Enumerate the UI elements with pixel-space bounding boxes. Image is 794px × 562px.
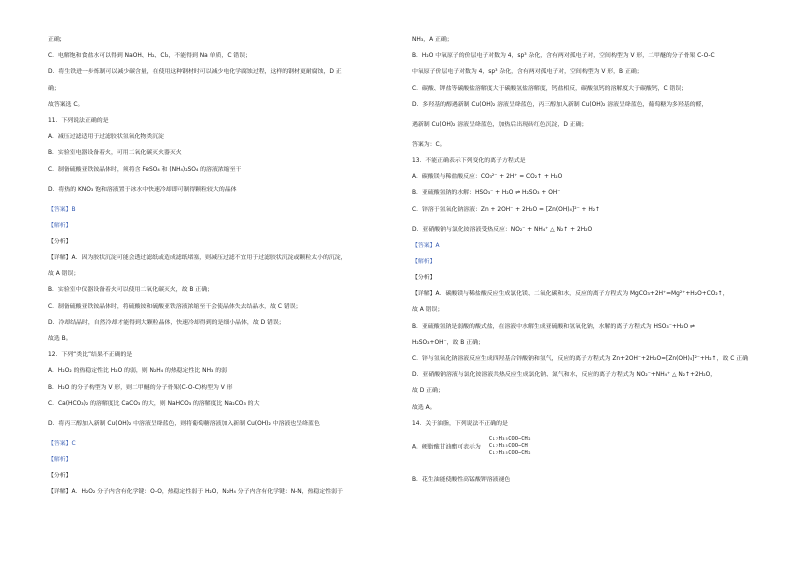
line-text: 【分析】	[48, 473, 72, 480]
left-text-line	[48, 166, 400, 176]
right-text-line	[412, 242, 764, 251]
left-text-line	[48, 440, 400, 449]
right-text-line	[412, 274, 764, 283]
left-text-line	[48, 335, 400, 344]
left-text-line	[48, 303, 400, 312]
left-text-line	[48, 133, 400, 142]
line-text: B．花生油能使酸性高锰酸钾溶液褪色	[412, 476, 511, 483]
right-text-line	[412, 404, 764, 413]
line-text: C．制备硫酸亚铁铵晶体时，将硫酸铵和硫酸亚铁溶液浓缩至干会使晶体失去结晶水，故 C 错误；	[48, 303, 302, 310]
left-text-line	[48, 254, 400, 263]
line-text: NH₃，A 正确；	[412, 37, 453, 43]
line-text: 13．不能正确表示下列变化的离子方程式是	[412, 157, 526, 164]
left-column	[48, 36, 400, 505]
line-text: 11．下列说法正确的是	[48, 117, 109, 124]
right-text-line	[412, 173, 764, 182]
line-text: B．H₂O 中氧原子的价层电子对数为 4，sp³ 杂化，含有两对孤电子对，空间构型为 V 形，二甲醚的分子骨架 C-O-C	[412, 53, 715, 60]
left-text-line	[48, 351, 400, 360]
left-text-line	[48, 400, 400, 410]
left-text-line	[48, 186, 400, 196]
line-text: C．电解饱和食盐水可以得到 NaOH、H₂、Cl₂，不能得到 Na 单质，C 错误；	[48, 53, 251, 60]
line-text: D．亚硝酸钠与氯化铵溶液受热反应：NO₂⁻ + NH₄⁺ △ N₂↑ + 2H₂O	[412, 226, 593, 233]
line-text: 中氧原子价层电子对数为 4，sp³ 杂化，含有两对孤电子对，空间构型为 V 形，B 正确；	[412, 69, 643, 76]
line-text: D．冷却结晶时，自然冷却才能得到大颗粒晶体，快速冷却得到的是细小晶体，故 D 错误；	[48, 319, 285, 326]
line-text: 故选 A。	[412, 404, 436, 411]
line-text: C．锌与氢氧化钠溶液反应生成四羟基合锌酸钠和氢气，反应的离子方程式为 Zn+2OH⁻+2H₂O=[Zn(OH)₄]²⁻+H₂↑，故 C 正确	[412, 356, 748, 362]
left-text-line	[48, 319, 400, 328]
left-text-line	[48, 367, 400, 376]
left-text-line	[48, 238, 400, 247]
line-text: 12．下列“类比”结果不正确的是	[48, 352, 133, 359]
left-text-line	[48, 420, 400, 430]
line-text: C．碳酸、钾盐等碳酸盐溶解度大于碳酸氢盐溶解度，钙盐相反，碳酸氢钙的溶解度大于碳酸钙，C 错误；	[412, 85, 688, 92]
left-text-line	[48, 36, 400, 45]
left-text-line	[48, 384, 400, 393]
line-text: 14．关于油脂，下列说法不正确的是	[412, 420, 508, 427]
right-text-line	[412, 323, 764, 332]
left-text-line	[48, 222, 400, 231]
line-text: C．制备硫酸亚铁铵晶体时，须将含 FeSO₄ 和 (NH₄)₂SO₄ 的溶液浓缩至干	[48, 166, 242, 173]
left-text-line	[48, 85, 400, 94]
line-text: 【解析】	[48, 456, 72, 463]
line-text: 【详解】A．碳酸镁与稀盐酸反应生成氯化镁、二氧化碳和水，反应的离子方程式为 MgCO₃+2H⁺=Mg²⁺+H₂O+CO₂↑，	[412, 291, 729, 298]
line-text: 故 A 错误；	[412, 307, 444, 314]
line-text: 【详解】A．H₂O₂ 分子内含有化学键：O-O，热稳定性弱于 H₂O，N₂H₄ 分子内含有化学键：N-N，热稳定性弱于	[48, 489, 343, 496]
right-text-line	[412, 85, 764, 94]
right-column	[412, 36, 764, 492]
line-text: 故选 B。	[48, 336, 72, 342]
right-text-line	[412, 476, 764, 485]
right-text-line	[412, 101, 764, 111]
right-text-line	[412, 157, 764, 166]
line-text: H₂SO₃+OH⁻，故 B 正确；	[412, 339, 484, 346]
right-text-line	[412, 339, 764, 348]
line-text: D．多羟基的醇遇新制 Cu(OH)₂ 溶液呈绛蓝色，丙三醇加入新制 Cu(OH)₂ 溶液呈绛蓝色，葡萄糖为多羟基的醛，	[412, 101, 708, 108]
line-text: 遇新制 Cu(OH)₂ 溶液呈绛蓝色，加热后出现砖红色沉淀，D 正确；	[412, 121, 588, 128]
line-text: 【答案】A	[412, 242, 440, 249]
line-text: 【解析】	[48, 222, 72, 229]
line-text: 故 A 错误；	[48, 271, 80, 278]
line-text: 【答案】C	[48, 440, 76, 447]
right-text-line	[412, 420, 764, 429]
line-text: A．碳酸镁与稀盐酸反应：CO₃²⁻ + 2H⁺ = CO₂↑ + H₂O	[412, 174, 563, 181]
right-text-line	[412, 290, 764, 299]
left-text-line	[48, 52, 400, 61]
line-text: 【答案】B	[48, 206, 76, 213]
line-text: B．亚硫酸氢钠的水解：HSO₃⁻ + H₂O ⇌ H₂SO₃ + OH⁻	[412, 190, 561, 197]
line-text: 【分析】	[48, 238, 72, 245]
left-text-line	[48, 270, 400, 279]
line-text: D．将热的 KNO₃ 饱和溶液置于冰水中快速冷却即可制得颗粒较大的晶体	[48, 186, 237, 193]
line-text: 【解析】	[412, 258, 436, 265]
right-text-line	[412, 206, 764, 216]
line-text: 【详解】A．因为胶状沉淀可能会透过滤纸或造成滤纸堵塞，则减压过滤不宜用于过滤胶状沉淀或颗粒太小的沉淀，	[48, 255, 347, 262]
left-text-line	[48, 488, 400, 497]
line-text: 确；	[48, 85, 60, 92]
line-text: 正确;	[48, 37, 62, 43]
left-text-line	[48, 101, 400, 110]
line-text: C．锌溶于氢氧化钠溶液：Zn + 2OH⁻ + 2H₂O = [Zn(OH)₄]²⁻ + H₂↑	[412, 206, 601, 213]
structural-formula: C₁₇H₃₅COO−CH₂ C₁₇H₃₅COO−CH C₁₇H₃₅COO−CH₂	[488, 435, 532, 457]
line-text: 故答案选 C。	[48, 101, 84, 108]
line-text: B．亚硫酸氢钠是弱酸的酸式盐，在溶液中水解生成亚硫酸和氢氧化钠，水解的离子方程式为 HSO₃⁻+H₂O ⇌	[412, 323, 695, 330]
line-text: D．将生铁进一步炼制可以减少碳含量，在使用这种钢材时可以减少电化学腐蚀过程，这样的钢材更耐腐蚀，D 正	[48, 69, 342, 76]
right-text-line	[412, 141, 764, 150]
left-text-line	[48, 206, 400, 215]
right-text-line	[412, 68, 764, 77]
line-text: 故 D 正确；	[412, 388, 444, 395]
line-text: D．将丙三醇加入新制 Cu(OH)₂ 中溶液呈绛蓝色，则将葡萄糖溶液加入新制 Cu(OH)₂ 中溶液也呈绛蓝色	[48, 420, 320, 427]
right-text-line	[412, 121, 764, 131]
line-text: A．减压过滤适用于过滤胶状氢氧化物类沉淀	[48, 134, 164, 141]
line-text: B．实验室电器设备着火，可用二氧化碳灭火器灭火	[48, 150, 182, 157]
right-text-line	[412, 258, 764, 267]
line-text: B．H₂O 的分子构型为 V 形，则二甲醚的分子骨架(C-O-C)构型为 V 形	[48, 384, 233, 391]
right-text-line	[412, 189, 764, 198]
left-text-line	[48, 286, 400, 295]
right-text-line	[412, 436, 764, 472]
line-text: A．H₂O₂ 的热稳定性比 H₂O 的弱，则 N₂H₄ 的热稳定性比 NH₃ 的弱	[48, 368, 228, 375]
line-text: C．Ca(HCO₃)₂ 的溶解度比 CaCO₃ 的大，则 NaHCO₃ 的溶解度比 Na₂CO₃ 的大	[48, 400, 260, 407]
right-text-line	[412, 52, 764, 61]
line-text: D．亚硝酸钠溶液与氯化铵溶液共热反应生成氯化钠、氮气和水，反应的离子方程式为 NO₂⁻+NH₄⁺ △ N₂↑+2H₂O，	[412, 372, 717, 379]
line-text: 【分析】	[412, 275, 436, 282]
left-text-line	[48, 68, 400, 77]
right-text-line	[412, 306, 764, 315]
right-text-line	[412, 371, 764, 380]
right-text-line	[412, 355, 764, 364]
line-text: A．硬脂酸甘油酯可表示为	[412, 444, 481, 451]
left-text-line	[48, 117, 400, 126]
line-text: B．实验室中仪器设备着火可以使用二氧化碳灭火，故 B 正确；	[48, 287, 213, 294]
right-text-line	[412, 226, 764, 235]
left-text-line	[48, 456, 400, 465]
right-text-line	[412, 387, 764, 396]
left-text-line	[48, 472, 400, 481]
left-text-line	[48, 149, 400, 158]
right-text-line	[412, 36, 764, 45]
line-text: 答案为：C。	[412, 141, 446, 148]
